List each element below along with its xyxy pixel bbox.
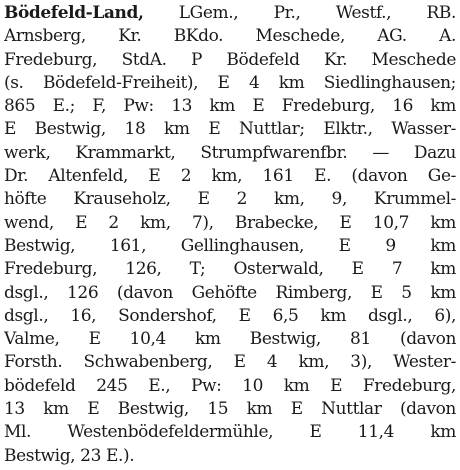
entry-line-2: Arnsberg, Kr. BKdo. Meschede, AG. A. — [4, 26, 456, 47]
entry-line-3: Fredeburg, StdA. P Bödefeld Kr. Meschede — [4, 49, 456, 70]
entry-line-12: Fredeburg, 126, T; Osterwald, E 7 km — [4, 259, 456, 280]
entry-line-11: Bestwig, 161, Gellinghausen, E 9 km — [4, 235, 456, 256]
entry-line-7: werk, Krammarkt, Strumpfwarenfbr. — Dazu — [4, 142, 456, 163]
entry-line-10: wend, E 2 km, 7), Brabecke, E 10,7 km — [4, 212, 456, 233]
entry-line-5: 865 E.; F, Pw: 13 km E Fredeburg, 16 km — [4, 96, 456, 117]
entry-line-4: (s. Bödefeld-Freiheit), E 4 km Siedlinghausen; — [4, 72, 456, 93]
entry-line-9: höfte Krauseholz, E 2 km, 9, Krummel- — [4, 189, 456, 210]
gazetteer-entry — [4, 2, 456, 468]
entry-line-19: Ml. Westenbödefeldermühle, E 11,4 km — [4, 422, 456, 443]
entry-line-1 — [4, 2, 456, 25]
entry-line-8: Dr. Altenfeld, E 2 km, 161 E. (davon Ge- — [4, 166, 456, 187]
entry-line-text: LGem., Pr., Westf., RB. — [143, 3, 456, 23]
entry-line-6: E Bestwig, 18 km E Nuttlar; Elktr., Wasser- — [4, 119, 456, 140]
entry-line-16: Forsth. Schwabenberg, E 4 km, 3), Wester- — [4, 352, 456, 373]
entry-line-18: 13 km E Bestwig, 15 km E Nuttlar (davon — [4, 399, 456, 420]
entry-line-15: Valme, E 10,4 km Bestwig, 81 (davon — [4, 329, 456, 350]
entry-line-17: bödefeld 245 E., Pw: 10 km E Fredeburg, — [4, 375, 456, 396]
entry-line-20: Bestwig, 23 E.). — [4, 445, 135, 466]
entry-headword: Bödefeld-Land, — [4, 3, 144, 23]
entry-line-13: dsgl., 126 (davon Gehöfte Rimberg, E 5 km — [4, 282, 456, 303]
entry-line-14: dsgl., 16, Sondershof, E 6,5 km dsgl., 6), — [4, 305, 456, 326]
